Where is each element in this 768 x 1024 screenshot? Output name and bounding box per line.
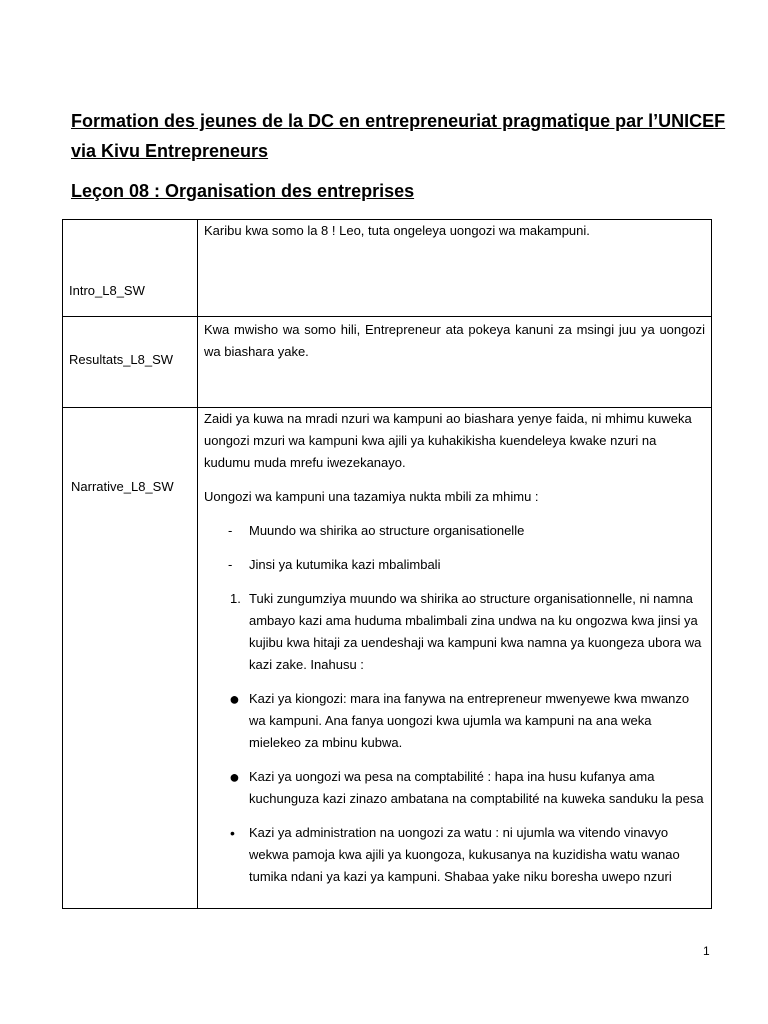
- table-row-results: [63, 317, 712, 408]
- list-item-text: Kazi ya kiongozi: mara ina fanywa na entrepreneur mwenyewe kwa mwanzo wa kampuni. Ana fanya uongozi kwa ujumla wa kampuni na ana weka mielekeo za mbinu kubwa.: [249, 691, 690, 750]
- row-content-cell: [198, 317, 712, 408]
- list-item-text: Muundo wa shirika ao structure organisationelle: [249, 523, 525, 538]
- list-item-text: Jinsi ya kutumika kazi mbalimbali: [249, 557, 441, 572]
- row-label-cell: [63, 408, 198, 909]
- row-content-cell: [198, 408, 712, 909]
- number-marker: 1.: [230, 591, 241, 606]
- list-item-text: Kazi ya administration na uongozi za watu : ni ujumla wa vitendo vinavyo wekwa pamoja kwa ajili ya kuongoza, kukusanya na kuzidisha watu wanao tumika ndani ya kazi ya kampuni. Shabaa yake niku boresha uwepo nzuri: [249, 825, 680, 884]
- table-row-intro: [63, 220, 712, 317]
- page-number: 1: [703, 944, 710, 958]
- row-content-cell: [198, 220, 712, 317]
- list-item-text: Kazi ya uongozi wa pesa na comptabilité : hapa ina husu kufanya ama kuchunguza kazi zinazo ambatana na comptabilité na kuweka sanduku la pesa: [249, 769, 704, 806]
- dash-marker: -: [228, 557, 233, 572]
- lesson-table: [62, 219, 712, 909]
- row-label-intro: Intro_L8_SW: [69, 283, 145, 298]
- bullet-item: [204, 688, 705, 754]
- bullet-icon: ●: [229, 689, 240, 709]
- bullet-icon: ●: [229, 767, 240, 787]
- bullet-icon: •: [230, 825, 235, 841]
- results-text: Kwa mwisho wa somo hili, Entrepreneur ata pokeya kanuni za msingi juu ya uongozi wa biashara yake.: [204, 322, 705, 359]
- row-label-cell: [63, 317, 198, 408]
- list-item: [204, 554, 705, 576]
- narrative-body: [204, 408, 705, 908]
- bullet-item: [204, 766, 705, 810]
- bullet-item: [204, 822, 705, 888]
- dash-marker: -: [228, 523, 233, 538]
- list-item-text: Tuki zungumziya muundo wa shirika ao structure organisationnelle, ni namna ambayo kazi ama huduma mbalimbali zina undwa na ku ongozwa kwa jinsi ya kujibu kwa hitaji za uendeshaji wa kampuni kwa namna ya kuongeza ubora wa kazi zake. Inahusu :: [249, 591, 702, 672]
- row-label-cell: [63, 220, 198, 317]
- row-label-results: Resultats_L8_SW: [69, 352, 174, 367]
- table-row-narrative: [63, 408, 712, 909]
- intro-text: Karibu kwa somo la 8 ! Leo, tuta ongeleya uongozi wa makampuni.: [204, 223, 590, 238]
- list-item: [204, 520, 705, 542]
- lesson-title: Leçon 08 : Organisation des entreprises: [71, 181, 415, 201]
- document-title: Formation des jeunes de la DC en entrepreneuriat pragmatique par l’UNICEF via Kivu Entrepreneurs: [71, 111, 726, 161]
- row-label-narrative: Narrative_L8_SW: [71, 479, 174, 494]
- numbered-item: [204, 588, 705, 676]
- narrative-paragraph: Zaidi ya kuwa na mradi nzuri wa kampuni ao biashara yenye faida, ni mhimu kuweka uongozi mzuri wa kampuni kwa ajili ya kuhakikisha kuendeleya kwake nzuri na kudumu muda mrefu iwezekanayo.: [204, 411, 692, 470]
- narrative-paragraph: Uongozi wa kampuni una tazamiya nukta mbili za mhimu :: [204, 489, 539, 504]
